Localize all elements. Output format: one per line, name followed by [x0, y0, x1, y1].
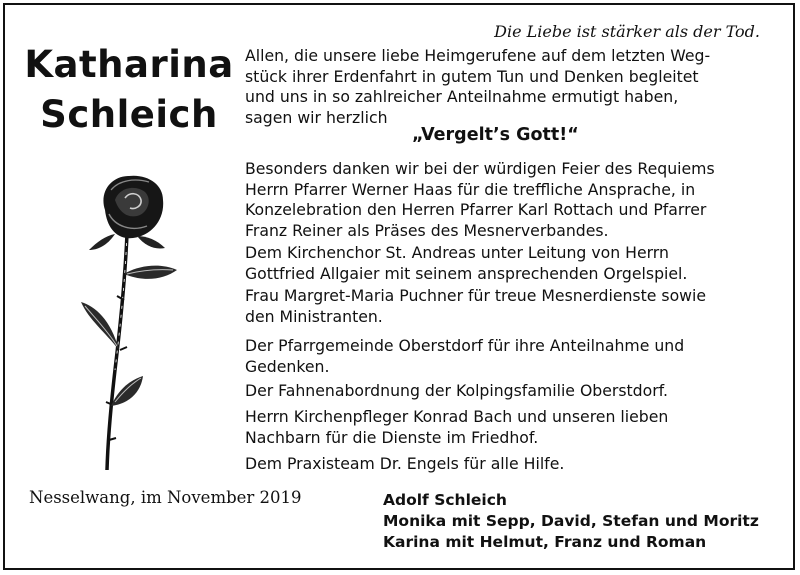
paragraph-line: Gedenken. [245, 356, 330, 376]
paragraph-line: Herrn Pfarrer Werner Haas für die treffliche Ansprache, in [245, 179, 696, 199]
paragraph-line: Franz Reiner als Präses des Mesnerverbandes. [245, 220, 609, 240]
paragraph-flag-delegation [245, 381, 668, 402]
paragraph-line: den Ministranten. [245, 306, 383, 326]
motto: Die Liebe ist stärker als der Tod. [494, 22, 760, 41]
paragraph-sacristan [245, 286, 706, 327]
signer-line: Monika mit Sepp, David, Stefan und Moritz [383, 512, 759, 530]
signers [383, 490, 759, 553]
deceased-first-name: Katharina [24, 43, 234, 86]
paragraph-line: Besonders danken wir bei der würdigen Feier des Requiems [245, 159, 715, 178]
paragraph-line: Konzelebration den Herren Pfarrer Karl Rottach und Pfarrer [245, 200, 707, 219]
intro-line: und uns in so zahlreicher Anteilnahme ermutigt haben, [245, 87, 679, 106]
deceased-last-name: Schleich [40, 93, 218, 136]
place-date: Nesselwang, im November 2019 [29, 488, 302, 507]
paragraph-parish [245, 336, 684, 377]
paragraph-line: Gottfried Allgaier mit seinem ansprechenden Orgelspiel. [245, 263, 688, 283]
signer-line: Adolf Schleich [383, 491, 507, 509]
paragraph-practice-team [245, 454, 564, 475]
paragraph-line: Der Fahnenabordnung der Kolpingsfamilie Oberstdorf. [245, 381, 669, 400]
paragraph-line: Dem Kirchenchor St. Andreas unter Leitung von Herrn [245, 243, 669, 262]
paragraph-line: Der Pfarrgemeinde Oberstdorf für ihre Anteilnahme und [245, 336, 685, 355]
paragraph-line: Dem Praxisteam Dr. Engels für alle Hilfe. [245, 454, 565, 473]
paragraph-line: Nachbarn für die Dienste im Friedhof. [245, 427, 539, 447]
paragraph-requiem [245, 159, 715, 241]
intro-paragraph [245, 46, 710, 128]
thanks-phrase: „Vergelt’s Gott!“ [412, 125, 579, 145]
intro-line: stück ihrer Erdenfahrt in gutem Tun und Denken begleitet [245, 66, 699, 86]
intro-line: sagen wir herzlich [245, 107, 388, 127]
paragraph-choir [245, 243, 687, 284]
intro-line: Allen, die unsere liebe Heimgerufene auf dem letzten Weg- [245, 46, 711, 65]
paragraph-line: Herrn Kirchenpfleger Konrad Bach und unseren lieben [245, 407, 669, 426]
paragraph-line: Frau Margret-Maria Puchner für treue Mesnerdienste sowie [245, 286, 707, 305]
paragraph-church-warden [245, 407, 668, 448]
rose-icon [75, 170, 185, 475]
signer-line: Karina mit Helmut, Franz und Roman [383, 533, 707, 551]
